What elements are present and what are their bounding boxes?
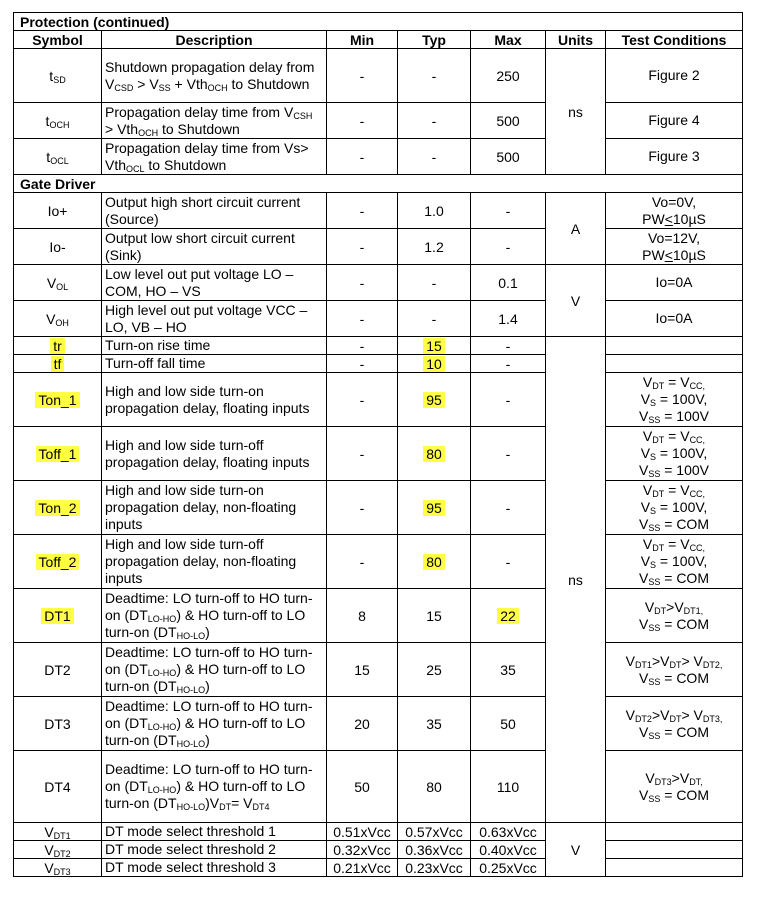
table-row bbox=[14, 139, 743, 175]
table-row bbox=[14, 751, 743, 823]
test-conditions-cell: $V_{DT2}>V_{DT}> V_{DT3,}$ $V_{SS}$ = COM bbox=[606, 697, 743, 751]
typ-cell bbox=[398, 355, 471, 373]
symbol-cell: $V_{DT1}$ bbox=[14, 823, 102, 841]
typ-cell bbox=[398, 427, 471, 481]
min-cell: - bbox=[327, 103, 398, 139]
highlighted-symbol: Ton_1 bbox=[35, 392, 79, 408]
test-conditions-cell: $V_{DT1}>V_{DT}> V_{DT2,}$ $V_{SS}$ = COM bbox=[606, 643, 743, 697]
description-cell: Deadtime: LO turn-off to HO turn-on $(DT_{LO-HO})$ & HO turn-off to LO turn-on $(DT_{HO-LO})$ bbox=[102, 589, 327, 643]
symbol-cell bbox=[14, 337, 102, 355]
description-cell: Output low short circuit current (Sink) bbox=[102, 229, 327, 265]
typ-cell bbox=[398, 535, 471, 589]
highlighted-symbol: Ton_2 bbox=[35, 500, 79, 516]
table-row bbox=[14, 643, 743, 697]
header-max: Max bbox=[471, 31, 546, 49]
description-cell: High and low side turn-on propagation delay, floating inputs bbox=[102, 373, 327, 427]
symbol-cell bbox=[14, 481, 102, 535]
typ-cell: 25 bbox=[398, 643, 471, 697]
min-cell: 50 bbox=[327, 751, 398, 823]
spec-sheet bbox=[13, 12, 743, 877]
min-cell: 8 bbox=[327, 589, 398, 643]
test-conditions-cell: Figure 3 bbox=[606, 139, 743, 175]
test-conditions-cell: Io=0A bbox=[606, 265, 743, 301]
typ-cell: - bbox=[398, 139, 471, 175]
highlighted-symbol: tr bbox=[50, 338, 65, 354]
table-row bbox=[14, 337, 743, 355]
test-conditions-cell: Figure 4 bbox=[606, 103, 743, 139]
table-row bbox=[14, 481, 743, 535]
max-cell: - bbox=[471, 193, 546, 229]
symbol-cell: DT2 bbox=[14, 643, 102, 697]
min-cell: - bbox=[327, 427, 398, 481]
table-row bbox=[14, 373, 743, 427]
highlighted-typ: 15 bbox=[423, 338, 445, 354]
typ-cell: 1.0 bbox=[398, 193, 471, 229]
table-row bbox=[14, 301, 743, 337]
header-units: Units bbox=[546, 31, 606, 49]
min-cell: 0.21xVcc bbox=[327, 859, 398, 877]
description-cell: DT mode select threshold 1 bbox=[102, 823, 327, 841]
symbol-cell: $t_{SD}$ bbox=[14, 49, 102, 103]
max-cell: 110 bbox=[471, 751, 546, 823]
typ-cell: - bbox=[398, 265, 471, 301]
min-cell: - bbox=[327, 229, 398, 265]
table-row bbox=[14, 355, 743, 373]
min-cell: - bbox=[327, 265, 398, 301]
typ-cell: 0.23xVcc bbox=[398, 859, 471, 877]
test-conditions-cell: Io=0A bbox=[606, 301, 743, 337]
description-cell: High and low side turn-on propagation delay, non-floating inputs bbox=[102, 481, 327, 535]
max-cell: 0.63xVcc bbox=[471, 823, 546, 841]
highlighted-typ: 80 bbox=[423, 446, 445, 462]
min-cell: 15 bbox=[327, 643, 398, 697]
symbol-cell: $t_{OCL}$ bbox=[14, 139, 102, 175]
header-description: Description bbox=[102, 31, 327, 49]
table-row bbox=[14, 175, 743, 193]
description-cell: Deadtime: LO turn-off to HO turn-on $(DT_{LO-HO})$ & HO turn-off to LO turn-on $(DT_{HO-LO})$ bbox=[102, 697, 327, 751]
min-cell: 0.32xVcc bbox=[327, 841, 398, 859]
test-conditions-cell bbox=[606, 355, 743, 373]
description-cell: Output high short circuit current (Source) bbox=[102, 193, 327, 229]
test-conditions-cell bbox=[606, 859, 743, 877]
description-cell: DT mode select threshold 3 bbox=[102, 859, 327, 877]
header-symbol: Symbol bbox=[14, 31, 102, 49]
min-cell: 20 bbox=[327, 697, 398, 751]
table-row bbox=[14, 697, 743, 751]
min-cell: - bbox=[327, 337, 398, 355]
header-min: Min bbox=[327, 31, 398, 49]
description-cell: Shutdown propagation delay from $V_{CSD} > V_{SS} + Vth_{OCH}$ to Shutdown bbox=[102, 49, 327, 103]
highlighted-symbol: tf bbox=[51, 356, 65, 372]
typ-cell: 0.36xVcc bbox=[398, 841, 471, 859]
max-cell bbox=[471, 589, 546, 643]
symbol-cell: $V_{DT3}$ bbox=[14, 859, 102, 877]
symbol-cell: Io+ bbox=[14, 193, 102, 229]
symbol-cell: DT3 bbox=[14, 697, 102, 751]
min-cell: - bbox=[327, 373, 398, 427]
max-cell: 500 bbox=[471, 103, 546, 139]
description-cell: High and low side turn-off propagation delay, non-floating inputs bbox=[102, 535, 327, 589]
symbol-cell bbox=[14, 427, 102, 481]
table-row bbox=[14, 859, 743, 877]
highlighted-symbol: DT1 bbox=[41, 608, 73, 624]
units-cell: A bbox=[546, 193, 606, 265]
table-row bbox=[14, 823, 743, 841]
symbol-cell bbox=[14, 535, 102, 589]
highlighted-symbol: Toff_1 bbox=[36, 446, 80, 462]
typ-cell: 15 bbox=[398, 589, 471, 643]
symbol-cell: DT4 bbox=[14, 751, 102, 823]
table-row bbox=[14, 535, 743, 589]
units-cell: ns bbox=[546, 337, 606, 823]
section-title-protection: Protection (continued) bbox=[14, 13, 743, 31]
min-cell: - bbox=[327, 355, 398, 373]
min-cell: - bbox=[327, 481, 398, 535]
description-cell: DT mode select threshold 2 bbox=[102, 841, 327, 859]
description-cell: High level out put voltage VCC – LO, VB – HO bbox=[102, 301, 327, 337]
max-cell: 0.25xVcc bbox=[471, 859, 546, 877]
typ-cell bbox=[398, 337, 471, 355]
symbol-cell: Io- bbox=[14, 229, 102, 265]
max-cell: 1.4 bbox=[471, 301, 546, 337]
description-cell: Turn-on rise time bbox=[102, 337, 327, 355]
header-test-conditions: Test Conditions bbox=[606, 31, 743, 49]
units-cell: ns bbox=[546, 49, 606, 175]
description-cell: Turn-off fall time bbox=[102, 355, 327, 373]
max-cell: - bbox=[471, 229, 546, 265]
section-row bbox=[14, 13, 743, 31]
symbol-cell: $V_{DT2}$ bbox=[14, 841, 102, 859]
max-cell: - bbox=[471, 337, 546, 355]
test-conditions-cell: $V_{DT} = V_{CC,}$ $V_S = 100V$, $V_{SS}$ = COM bbox=[606, 535, 743, 589]
test-conditions-cell: $V_{DT} = V_{CC,}$ $V_S = 100V$, $V_{SS} = 100V$ bbox=[606, 373, 743, 427]
symbol-cell bbox=[14, 355, 102, 373]
highlighted-typ: 95 bbox=[423, 500, 445, 516]
test-conditions-cell: $V_{DT}>V_{DT1,}$ $V_{SS}$ = COM bbox=[606, 589, 743, 643]
table-row bbox=[14, 229, 743, 265]
test-conditions-cell bbox=[606, 841, 743, 859]
electrical-characteristics-table bbox=[13, 12, 743, 877]
highlighted-max: 22 bbox=[497, 608, 519, 624]
max-cell: 500 bbox=[471, 139, 546, 175]
test-conditions-cell: $V_{DT} = V_{CC,}$ $V_S = 100V$, $V_{SS} = 100V$ bbox=[606, 427, 743, 481]
symbol-cell: $V_{OL}$ bbox=[14, 265, 102, 301]
min-cell: - bbox=[327, 139, 398, 175]
table-row bbox=[14, 841, 743, 859]
test-conditions-cell: $V_{DT} = V_{CC,}$ $V_S = 100V$, $V_{SS}$ = COM bbox=[606, 481, 743, 535]
max-cell: - bbox=[471, 535, 546, 589]
typ-cell: 80 bbox=[398, 751, 471, 823]
highlighted-typ: 80 bbox=[423, 554, 445, 570]
max-cell: - bbox=[471, 481, 546, 535]
test-conditions-cell bbox=[606, 823, 743, 841]
max-cell: - bbox=[471, 355, 546, 373]
table-body bbox=[14, 13, 743, 877]
typ-cell: 0.57xVcc bbox=[398, 823, 471, 841]
description-cell: Deadtime: LO turn-off to HO turn-on $(DT_{LO-HO})$ & HO turn-off to LO turn-on $(DT_{HO-LO})V_{DT}= V_{DT4}$ bbox=[102, 751, 327, 823]
min-cell: - bbox=[327, 49, 398, 103]
header-row bbox=[14, 31, 743, 49]
min-cell: - bbox=[327, 301, 398, 337]
description-cell: Propagation delay time from $V_{CSH} > Vth_{OCH}$ to Shutdown bbox=[102, 103, 327, 139]
max-cell: - bbox=[471, 427, 546, 481]
typ-cell bbox=[398, 481, 471, 535]
table-row bbox=[14, 427, 743, 481]
typ-cell bbox=[398, 373, 471, 427]
min-cell: - bbox=[327, 193, 398, 229]
description-cell: High and low side turn-off propagation delay, floating inputs bbox=[102, 427, 327, 481]
units-cell: V bbox=[546, 265, 606, 337]
units-cell: V bbox=[546, 823, 606, 877]
description-cell: Propagation delay time from Vs> Vth$_{OCL}$ to Shutdown bbox=[102, 139, 327, 175]
symbol-cell bbox=[14, 373, 102, 427]
typ-cell: 35 bbox=[398, 697, 471, 751]
table-row bbox=[14, 103, 743, 139]
highlighted-typ: 10 bbox=[423, 356, 445, 372]
highlighted-typ: 95 bbox=[423, 392, 445, 408]
test-conditions-cell: $V_{DT3}>V_{DT,}$ $V_{SS}$ = COM bbox=[606, 751, 743, 823]
symbol-cell: $t_{OCH}$ bbox=[14, 103, 102, 139]
highlighted-symbol: Toff_2 bbox=[36, 554, 80, 570]
table-row bbox=[14, 265, 743, 301]
test-conditions-cell: Vo=12V, PW<10µS bbox=[606, 229, 743, 265]
section-title-gate-driver: Gate Driver bbox=[14, 175, 743, 193]
max-cell: 0.1 bbox=[471, 265, 546, 301]
max-cell: 50 bbox=[471, 697, 546, 751]
table-row bbox=[14, 589, 743, 643]
min-cell: 0.51xVcc bbox=[327, 823, 398, 841]
description-cell: Deadtime: LO turn-off to HO turn-on $(DT_{LO-HO})$ & HO turn-off to LO turn-on $(DT_{HO-LO})$ bbox=[102, 643, 327, 697]
test-conditions-cell: Figure 2 bbox=[606, 49, 743, 103]
max-cell: 0.40xVcc bbox=[471, 841, 546, 859]
typ-cell: 1.2 bbox=[398, 229, 471, 265]
typ-cell: - bbox=[398, 103, 471, 139]
max-cell: 250 bbox=[471, 49, 546, 103]
max-cell: - bbox=[471, 373, 546, 427]
description-cell: Low level out put voltage LO – COM, HO – VS bbox=[102, 265, 327, 301]
table-row bbox=[14, 49, 743, 103]
table-row bbox=[14, 193, 743, 229]
max-cell: 35 bbox=[471, 643, 546, 697]
min-cell: - bbox=[327, 535, 398, 589]
typ-cell: - bbox=[398, 301, 471, 337]
header-typ: Typ bbox=[398, 31, 471, 49]
typ-cell: - bbox=[398, 49, 471, 103]
test-conditions-cell bbox=[606, 337, 743, 355]
symbol-cell bbox=[14, 589, 102, 643]
symbol-cell: $V_{OH}$ bbox=[14, 301, 102, 337]
test-conditions-cell: Vo=0V, PW<10µS bbox=[606, 193, 743, 229]
